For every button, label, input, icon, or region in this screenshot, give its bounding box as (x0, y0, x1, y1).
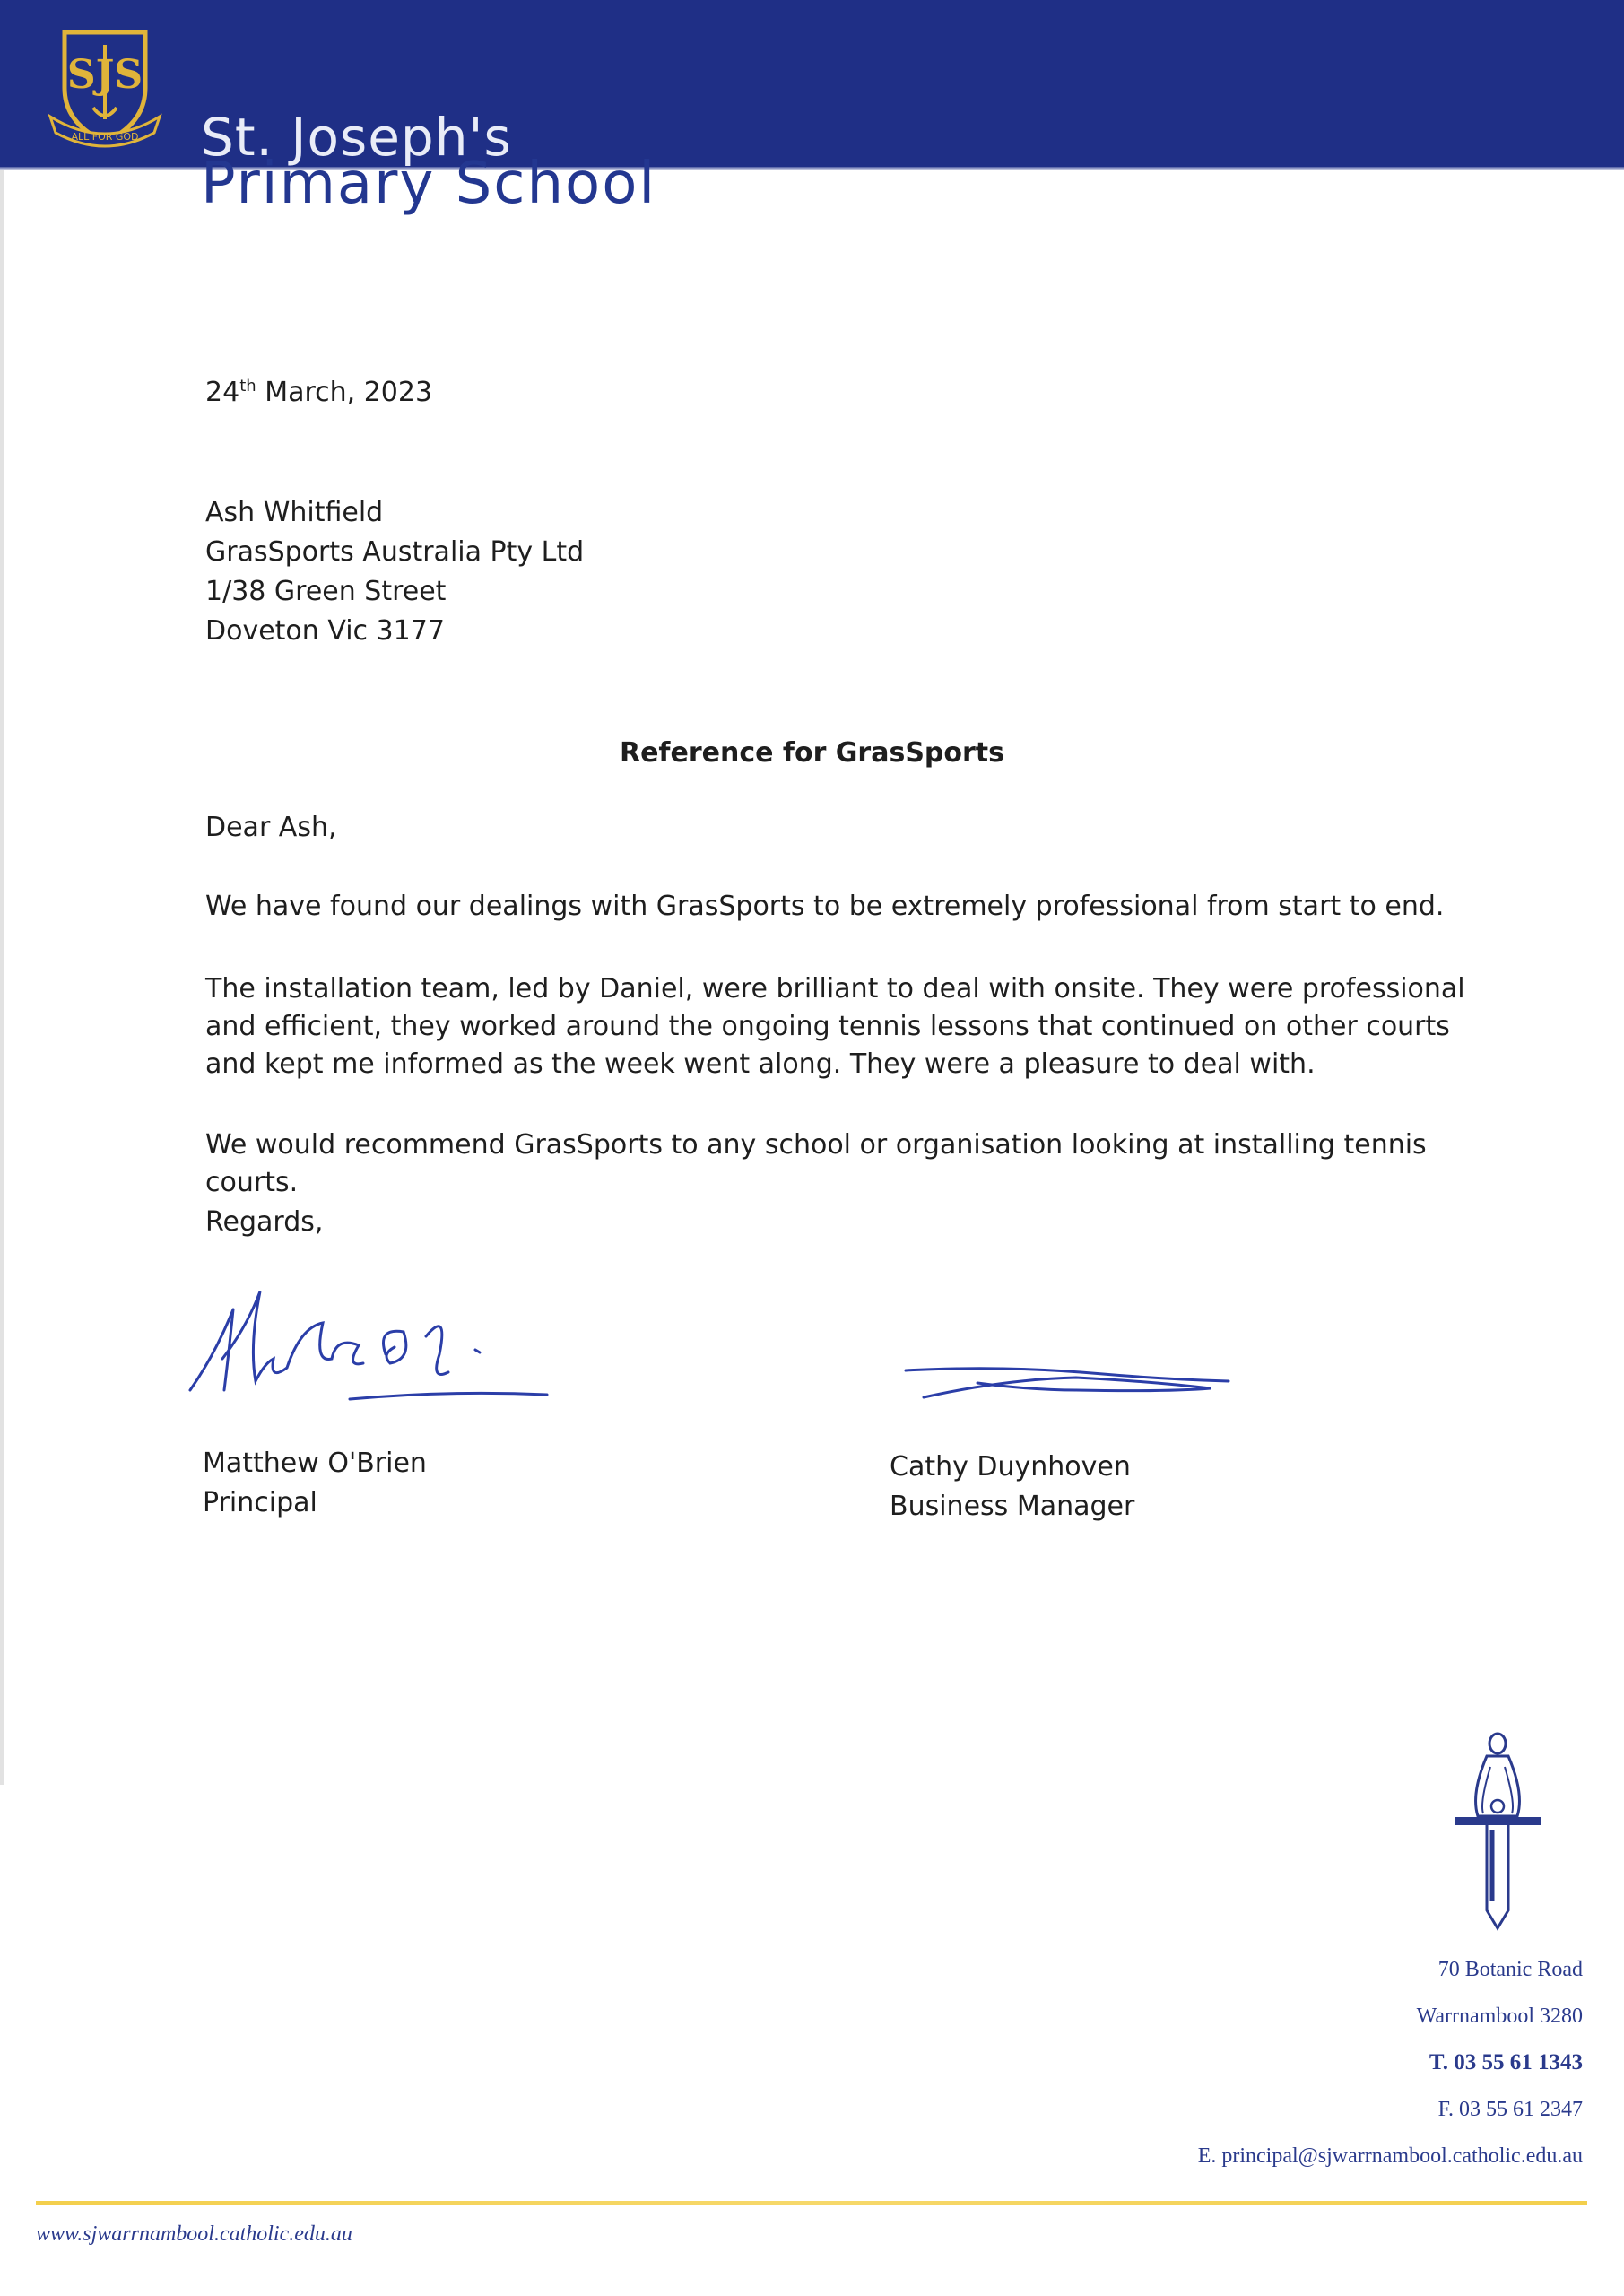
date-month-year: March, 2023 (256, 377, 433, 408)
school-crest-logo (47, 25, 163, 151)
letter-date (205, 377, 432, 408)
contact-town: Warrnambool 3280 (1416, 2005, 1583, 2028)
recipient-name: Ash Whitfield (205, 497, 384, 528)
recipient-city: Doveton Vic 3177 (205, 615, 445, 647)
recipient-company: GrasSports Australia Pty Ltd (205, 536, 585, 568)
contact-email[interactable]: E. principal@sjwarrnambool.catholic.edu.au (1197, 2144, 1583, 2168)
letter-closing: Regards, (205, 1206, 324, 1238)
signatory-name: Cathy Duynhoven (890, 1451, 1131, 1483)
scan-edge (0, 170, 4, 1785)
letter-paragraph-2: The installation team, led by Daniel, were brilliant to deal with onsite. They were professional and efficient, they worked around the ongoing tennis lessons that continued on other courts and kept me informed as the week went along. They were a pleasure to deal with. (205, 973, 1465, 1080)
business-manager-signature (897, 1354, 1238, 1417)
footer-divider (36, 2201, 1587, 2205)
recipient-address (205, 493, 584, 651)
signatory-title: Principal (203, 1487, 317, 1518)
letter-paragraph-3: We would recommend GrasSports to any school or organisation looking at installing tennis courts. (205, 1129, 1427, 1198)
signatory-principal (203, 1444, 427, 1523)
letter-salutation: Dear Ash, (205, 812, 337, 843)
school-name-line2: Primary School (201, 151, 657, 217)
signatory-title: Business Manager (890, 1491, 1135, 1522)
contact-fax: F. 03 55 61 2347 (1437, 2098, 1583, 2121)
svg-text:ALL FOR GOD: ALL FOR GOD (71, 131, 139, 143)
school-contact-details (1198, 1946, 1583, 2179)
recipient-street: 1/38 Green Street (205, 576, 447, 607)
school-name (201, 107, 657, 217)
school-name-line1: St. Joseph's (201, 107, 512, 168)
letter-paragraph-1: We have found our dealings with GrasSports to be extremely professional from start to end. (205, 891, 1445, 922)
contact-street: 70 Botanic Road (1437, 1958, 1583, 1981)
saint-joseph-emblem-icon (1444, 1731, 1551, 1937)
principal-signature (179, 1274, 556, 1417)
svg-text:SJS: SJS (66, 52, 143, 98)
signatory-business-manager (890, 1448, 1134, 1526)
contact-phone[interactable]: T. 03 55 61 1343 (1429, 2050, 1583, 2074)
footer-website-link[interactable]: www.sjwarrnambool.catholic.edu.au (36, 2222, 352, 2246)
signatory-name: Matthew O'Brien (203, 1448, 427, 1479)
date-suffix: th (239, 377, 256, 396)
letter-subject: Reference for GrasSports (619, 737, 1005, 769)
date-day: 24 (205, 377, 240, 408)
